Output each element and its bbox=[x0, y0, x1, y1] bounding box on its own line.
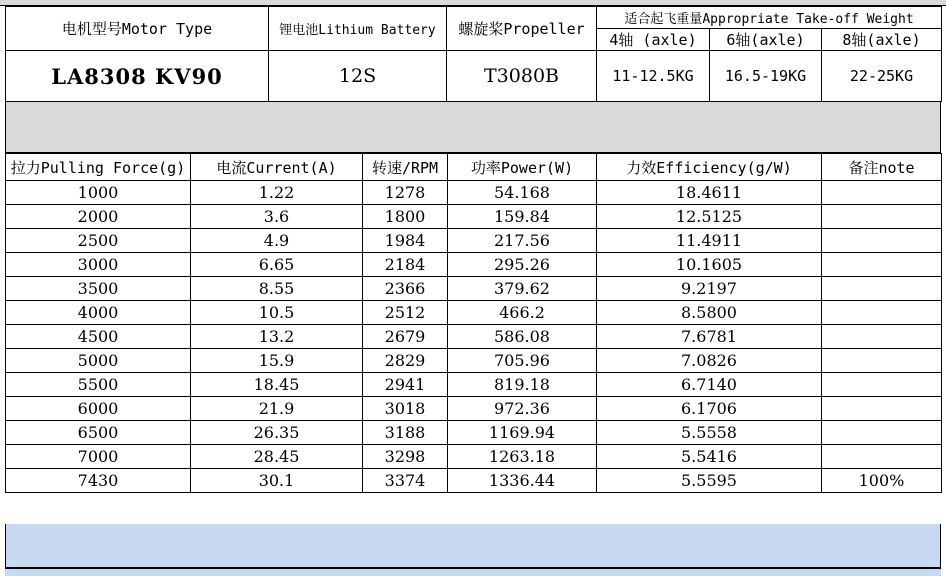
table-row bbox=[6, 205, 942, 229]
cell-rpm: 1984 bbox=[363, 229, 448, 253]
cell-efficiency: 5.5595 bbox=[597, 469, 822, 493]
cell-power: 54.168 bbox=[448, 181, 597, 205]
cell-pulling-force: 4000 bbox=[6, 301, 191, 325]
cell-pulling-force: 7000 bbox=[6, 445, 191, 469]
cell-pulling-force: 5000 bbox=[6, 349, 191, 373]
cell-pulling-force: 5500 bbox=[6, 373, 191, 397]
cell-rpm: 1800 bbox=[363, 205, 448, 229]
takeoff-weight-6-axle: 16.5-19KG bbox=[710, 51, 822, 102]
cell-efficiency: 10.1605 bbox=[597, 253, 822, 277]
table-row bbox=[6, 469, 942, 493]
cell-note bbox=[822, 277, 942, 301]
col-header-power: 功率Power(W) bbox=[448, 154, 597, 181]
bottom-blue-strip bbox=[5, 568, 941, 576]
table-header-row bbox=[6, 154, 942, 181]
cell-current: 30.1 bbox=[191, 469, 363, 493]
cell-efficiency: 8.5800 bbox=[597, 301, 822, 325]
col-header-note: 备注note bbox=[822, 154, 942, 181]
cell-note bbox=[822, 181, 942, 205]
cell-note bbox=[822, 325, 942, 349]
col-header-pulling-force: 拉力Pulling Force(g) bbox=[6, 154, 191, 181]
cell-efficiency: 18.4611 bbox=[597, 181, 822, 205]
cell-pulling-force: 1000 bbox=[6, 181, 191, 205]
takeoff-weight-8-axle: 22-25KG bbox=[822, 51, 942, 102]
axle-6-label: 6轴(axle) bbox=[710, 29, 822, 51]
table-row bbox=[6, 325, 942, 349]
cell-current: 13.2 bbox=[191, 325, 363, 349]
cell-efficiency: 12.5125 bbox=[597, 205, 822, 229]
propeller-label: 螺旋桨Propeller bbox=[447, 7, 597, 51]
cell-power: 295.26 bbox=[448, 253, 597, 277]
cell-current: 10.5 bbox=[191, 301, 363, 325]
cell-power: 586.08 bbox=[448, 325, 597, 349]
motor-spec-header-table bbox=[5, 6, 942, 102]
takeoff-weight-4-axle: 11-12.5KG bbox=[597, 51, 710, 102]
table-row bbox=[6, 277, 942, 301]
axle-4-label: 4轴 (axle) bbox=[597, 29, 710, 51]
table-row bbox=[6, 301, 942, 325]
battery-value: 12S bbox=[269, 51, 447, 102]
cell-power: 1336.44 bbox=[448, 469, 597, 493]
blue-footer-band bbox=[5, 524, 941, 568]
cell-note bbox=[822, 373, 942, 397]
cell-power: 819.18 bbox=[448, 373, 597, 397]
cell-efficiency: 6.1706 bbox=[597, 397, 822, 421]
cell-rpm: 3188 bbox=[363, 421, 448, 445]
cell-rpm: 3374 bbox=[363, 469, 448, 493]
col-header-efficiency: 力效Efficiency(g/W) bbox=[597, 154, 822, 181]
cell-rpm: 2679 bbox=[363, 325, 448, 349]
cell-current: 15.9 bbox=[191, 349, 363, 373]
performance-table bbox=[5, 153, 942, 493]
cell-efficiency: 9.2197 bbox=[597, 277, 822, 301]
cell-efficiency: 7.0826 bbox=[597, 349, 822, 373]
cell-rpm: 2366 bbox=[363, 277, 448, 301]
cell-current: 18.45 bbox=[191, 373, 363, 397]
cell-note: 100% bbox=[822, 469, 942, 493]
cell-note bbox=[822, 349, 942, 373]
motor-type-label: 电机型号Motor Type bbox=[6, 7, 269, 51]
cell-note bbox=[822, 421, 942, 445]
table-row bbox=[6, 397, 942, 421]
col-header-current: 电流Current(A) bbox=[191, 154, 363, 181]
table-row bbox=[6, 181, 942, 205]
cell-note bbox=[822, 397, 942, 421]
cell-current: 1.22 bbox=[191, 181, 363, 205]
cell-power: 1169.94 bbox=[448, 421, 597, 445]
battery-label: 锂电池Lithium Battery bbox=[269, 7, 447, 51]
cell-note bbox=[822, 229, 942, 253]
cell-current: 26.35 bbox=[191, 421, 363, 445]
gray-separator-band bbox=[5, 102, 941, 153]
cell-rpm: 2941 bbox=[363, 373, 448, 397]
cell-current: 4.9 bbox=[191, 229, 363, 253]
cell-power: 1263.18 bbox=[448, 445, 597, 469]
cell-rpm: 2512 bbox=[363, 301, 448, 325]
motor-type-value: LA8308 KV90 bbox=[6, 51, 269, 102]
cell-current: 8.55 bbox=[191, 277, 363, 301]
cell-pulling-force: 4500 bbox=[6, 325, 191, 349]
cell-pulling-force: 6500 bbox=[6, 421, 191, 445]
takeoff-weight-label: 适合起飞重量Appropriate Take-off Weight bbox=[597, 7, 942, 29]
table-row bbox=[6, 373, 942, 397]
cell-power: 379.62 bbox=[448, 277, 597, 301]
cell-current: 28.45 bbox=[191, 445, 363, 469]
cell-note bbox=[822, 445, 942, 469]
cell-note bbox=[822, 301, 942, 325]
table-row bbox=[6, 229, 942, 253]
cell-pulling-force: 2000 bbox=[6, 205, 191, 229]
table-row bbox=[6, 253, 942, 277]
table-row bbox=[6, 445, 942, 469]
cell-efficiency: 7.6781 bbox=[597, 325, 822, 349]
col-header-rpm: 转速/RPM bbox=[363, 154, 448, 181]
cell-rpm: 3018 bbox=[363, 397, 448, 421]
cell-pulling-force: 7430 bbox=[6, 469, 191, 493]
cell-power: 159.84 bbox=[448, 205, 597, 229]
cell-current: 21.9 bbox=[191, 397, 363, 421]
propeller-value: T3080B bbox=[447, 51, 597, 102]
cell-rpm: 1278 bbox=[363, 181, 448, 205]
cell-current: 3.6 bbox=[191, 205, 363, 229]
cell-power: 705.96 bbox=[448, 349, 597, 373]
cell-rpm: 3298 bbox=[363, 445, 448, 469]
table-row bbox=[6, 349, 942, 373]
cell-power: 217.56 bbox=[448, 229, 597, 253]
cell-efficiency: 6.7140 bbox=[597, 373, 822, 397]
cell-power: 466.2 bbox=[448, 301, 597, 325]
cell-pulling-force: 3000 bbox=[6, 253, 191, 277]
cell-efficiency: 11.4911 bbox=[597, 229, 822, 253]
cell-efficiency: 5.5558 bbox=[597, 421, 822, 445]
cell-rpm: 2184 bbox=[363, 253, 448, 277]
cell-efficiency: 5.5416 bbox=[597, 445, 822, 469]
cell-power: 972.36 bbox=[448, 397, 597, 421]
cell-pulling-force: 3500 bbox=[6, 277, 191, 301]
cell-note bbox=[822, 253, 942, 277]
table-row bbox=[6, 421, 942, 445]
cell-pulling-force: 6000 bbox=[6, 397, 191, 421]
cell-note bbox=[822, 205, 942, 229]
cell-rpm: 2829 bbox=[363, 349, 448, 373]
cell-pulling-force: 2500 bbox=[6, 229, 191, 253]
axle-8-label: 8轴(axle) bbox=[822, 29, 942, 51]
cell-current: 6.65 bbox=[191, 253, 363, 277]
